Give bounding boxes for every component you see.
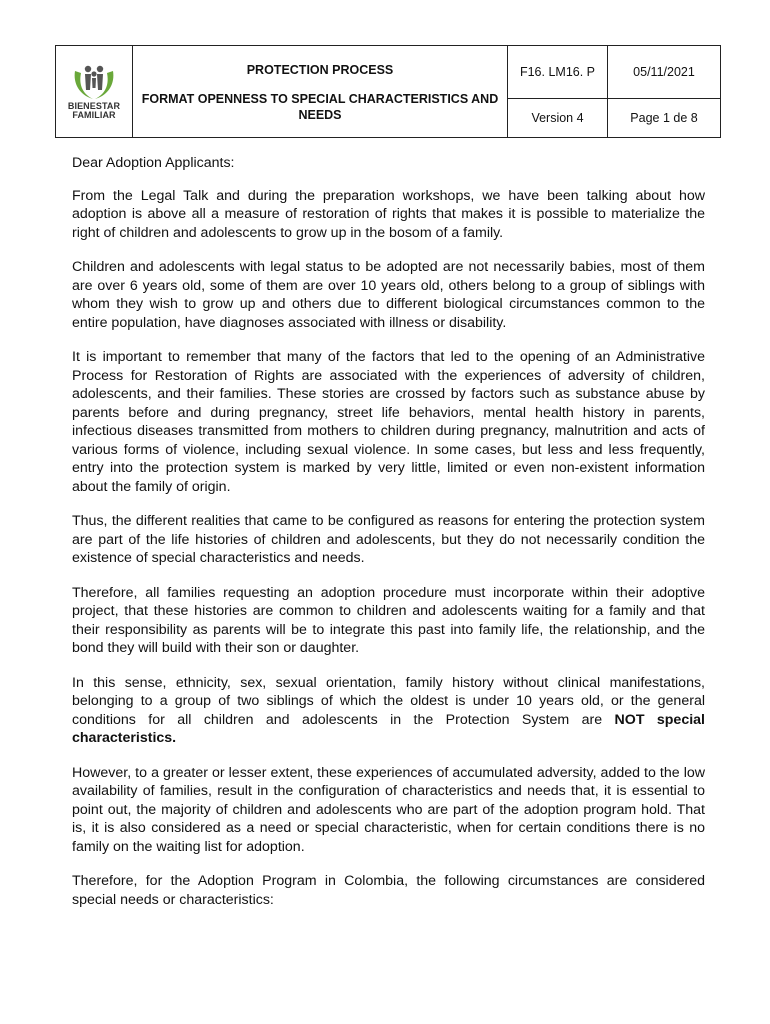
greeting: Dear Adoption Applicants: [72, 155, 235, 171]
logo-line-1: BIENESTAR [67, 100, 121, 111]
paragraph-2: Children and adolescents with legal status to be adopted are not necessarily babies, most of them are over 6 years old, some of them are over 10 years old, others belong to a group of siblings with whom they wish to grow up and others due to different biological circumstances common to the entire population, have diagnoses associated with illness or disability. [72, 259, 705, 331]
logo-line-2: FAMILIAR [72, 110, 116, 120]
paragraph-8: Therefore, for the Adoption Program in Colombia, the following circumstances are considered special needs or characteristics: [72, 873, 705, 908]
paragraph-7: However, to a greater or lesser extent, these experiences of accumulated adversity, added to the low availability of families, result in the configuration of characteristics and needs that, it is essential to point out, the majority of children and adolescents who are part of the adoption program hold. That is, it is also considered as a need or special characteristic, when for certain conditions there is no family on the waiting list for adoption. [72, 764, 705, 855]
paragraph-4: Thus, the different realities that came to be configured as reasons for entering the protection system are part of the life histories of children and adolescents, but they do not necessarily condition the existence of special characteristics and needs. [72, 513, 705, 566]
document-date: 05/11/2021 [608, 46, 721, 99]
document-version: Version 4 [508, 99, 608, 138]
paragraph-6-emphasis: NOT special characteristics. [72, 711, 705, 746]
letter-body [72, 154, 705, 925]
paragraph-1: From the Legal Talk and during the preparation workshops, we have been talking about how adoption is above all a measure of restoration of rights that makes it is possible to materialize the right of children and adolescents to grow up in the bosom of a family. [72, 187, 705, 241]
paragraph-6 [72, 674, 705, 748]
family-figures-icon [71, 63, 117, 101]
format-title: FORMAT OPENNESS TO SPECIAL CHARACTERISTICS AND NEEDS [141, 91, 499, 122]
page-number: Page 1 de 8 [608, 99, 721, 138]
paragraph-5: Therefore, all families requesting an adoption procedure must incorporate within their adoptive project, that these histories are common to children and adolescents waiting for a family and that their responsibility as parents will be to integrate this past into family life, the relationship, and the bond they will build with their son or daughter. [72, 584, 705, 656]
bienestar-familiar-logo [56, 63, 132, 121]
logo-cell [56, 46, 133, 138]
document-code: F16. LM16. P [508, 46, 608, 99]
title-cell [133, 46, 508, 138]
process-title: PROTECTION PROCESS [246, 62, 394, 77]
paragraph-6-text: In this sense, ethnicity, sex, sexual orientation, family history without clinical manifestations, belonging to a group of two siblings of which the oldest is under 10 years old, or the general conditions for all children and adolescents in the Protection System are [72, 674, 705, 728]
document-header-table [55, 45, 721, 138]
paragraph-3: It is important to remember that many of the factors that led to the opening of an Administrative Process for Restoration of Rights are associated with the experiences of adversity of children, adolescents, and their families. These stories are crossed by factors such as substance abuse by parents before and during pregnancy, street life behaviors, mental health history in parents, infectious diseases transmitted from mothers to children during pregnancy, malnutrition and acts of various forms of violence, including sexual violence. In some cases, but less and less frequently, entry into the protection system is marked by very little, limited or even non-existent information about the family of origin. [72, 349, 705, 495]
